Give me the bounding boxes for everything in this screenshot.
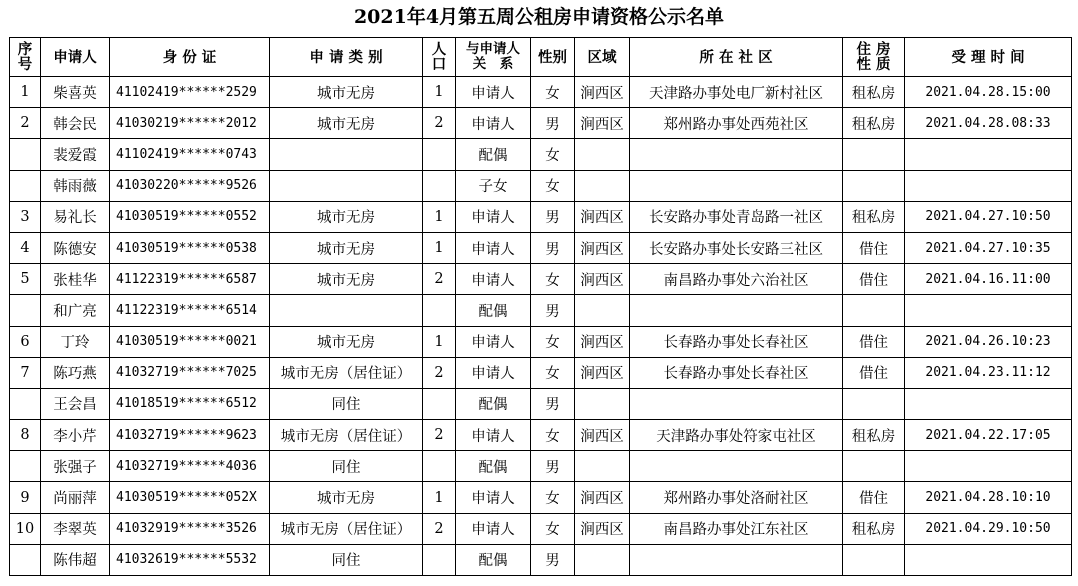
cell-gender: 女	[531, 357, 575, 388]
cell-id: 41032719******4036	[110, 451, 270, 482]
cell-id: 41030519******052X	[110, 482, 270, 513]
cell-gender: 男	[531, 108, 575, 139]
header-time: 受 理 时 间	[905, 38, 1072, 77]
cell-housing: 租私房	[843, 420, 905, 451]
header-seq	[10, 38, 41, 77]
cell-pop	[423, 139, 456, 170]
cell-time: 2021.04.28.15:00	[905, 77, 1072, 108]
cell-district: 涧西区	[575, 482, 630, 513]
cell-community: 长安路办事处青岛路一社区	[630, 201, 843, 232]
cell-rel: 子女	[456, 170, 531, 201]
cell-name: 陈伟超	[41, 544, 110, 575]
cell-district: 涧西区	[575, 77, 630, 108]
cell-rel: 申请人	[456, 108, 531, 139]
cell-housing: 借住	[843, 232, 905, 263]
cell-category: 城市无房	[270, 232, 423, 263]
cell-name: 和广亮	[41, 295, 110, 326]
table-row	[10, 451, 1072, 482]
page-title: 2021年4月第五周公租房申请资格公示名单	[353, 6, 725, 28]
cell-community: 长安路办事处长安路三社区	[630, 232, 843, 263]
cell-housing	[843, 295, 905, 326]
cell-category: 城市无房	[270, 108, 423, 139]
cell-gender: 女	[531, 482, 575, 513]
cell-housing: 借住	[843, 326, 905, 357]
cell-seq: 6	[10, 326, 41, 357]
cell-name: 李翠英	[41, 513, 110, 544]
cell-pop	[423, 451, 456, 482]
cell-name: 王会昌	[41, 388, 110, 419]
cell-seq: 2	[10, 108, 41, 139]
header-seq-line1: 序	[17, 41, 33, 58]
cell-category: 城市无房（居住证）	[270, 513, 423, 544]
cell-category: 城市无房	[270, 482, 423, 513]
cell-housing: 借住	[843, 357, 905, 388]
cell-gender: 女	[531, 513, 575, 544]
cell-pop: 1	[423, 77, 456, 108]
header-relation	[456, 38, 531, 77]
cell-time: 2021.04.26.10:23	[905, 326, 1072, 357]
cell-pop: 1	[423, 482, 456, 513]
table-row	[10, 264, 1072, 295]
cell-district	[575, 139, 630, 170]
table-row	[10, 388, 1072, 419]
header-name: 申请人	[41, 38, 110, 77]
cell-id: 41030519******0538	[110, 232, 270, 263]
cell-community: 郑州路办事处西苑社区	[630, 108, 843, 139]
cell-district	[575, 544, 630, 575]
cell-time: 2021.04.16.11:00	[905, 264, 1072, 295]
cell-community: 长春路办事处长春社区	[630, 357, 843, 388]
cell-id: 41032719******9623	[110, 420, 270, 451]
cell-rel: 申请人	[456, 77, 531, 108]
cell-id: 41030519******0021	[110, 326, 270, 357]
header-pop	[423, 38, 456, 77]
cell-seq: 9	[10, 482, 41, 513]
cell-id: 41032719******7025	[110, 357, 270, 388]
table-row	[10, 513, 1072, 544]
table-row	[10, 232, 1072, 263]
cell-housing	[843, 170, 905, 201]
cell-community	[630, 388, 843, 419]
cell-rel: 申请人	[456, 264, 531, 295]
applicant-table	[9, 37, 1072, 576]
cell-seq: 4	[10, 232, 41, 263]
cell-gender: 男	[531, 451, 575, 482]
header-seq-line2: 号	[17, 56, 33, 73]
cell-gender: 女	[531, 264, 575, 295]
cell-gender: 男	[531, 295, 575, 326]
table-header	[10, 38, 1072, 77]
cell-housing: 租私房	[843, 201, 905, 232]
cell-time: 2021.04.29.10:50	[905, 513, 1072, 544]
cell-name: 李小芹	[41, 420, 110, 451]
cell-id: 41122319******6587	[110, 264, 270, 295]
cell-pop: 1	[423, 326, 456, 357]
cell-pop	[423, 388, 456, 419]
cell-seq: 1	[10, 77, 41, 108]
cell-district: 涧西区	[575, 232, 630, 263]
cell-name: 韩会民	[41, 108, 110, 139]
cell-id: 41122319******6514	[110, 295, 270, 326]
cell-pop	[423, 544, 456, 575]
cell-housing: 借住	[843, 482, 905, 513]
table-row	[10, 139, 1072, 170]
cell-gender: 男	[531, 232, 575, 263]
cell-category	[270, 295, 423, 326]
cell-time	[905, 139, 1072, 170]
header-pop-line2: 口	[431, 56, 447, 73]
cell-seq	[10, 451, 41, 482]
cell-category: 同住	[270, 451, 423, 482]
cell-rel: 申请人	[456, 482, 531, 513]
cell-housing: 租私房	[843, 77, 905, 108]
table-row	[10, 170, 1072, 201]
cell-community	[630, 295, 843, 326]
cell-district	[575, 388, 630, 419]
cell-seq	[10, 170, 41, 201]
cell-id: 41032919******3526	[110, 513, 270, 544]
cell-housing: 借住	[843, 264, 905, 295]
cell-time	[905, 544, 1072, 575]
cell-name: 裴爱霞	[41, 139, 110, 170]
cell-pop	[423, 295, 456, 326]
cell-housing	[843, 388, 905, 419]
header-id: 身 份 证	[110, 38, 270, 77]
cell-time	[905, 295, 1072, 326]
cell-community: 郑州路办事处洛耐社区	[630, 482, 843, 513]
cell-housing: 租私房	[843, 513, 905, 544]
cell-pop: 1	[423, 201, 456, 232]
cell-category: 城市无房	[270, 326, 423, 357]
cell-gender: 女	[531, 139, 575, 170]
cell-id: 41032619******5532	[110, 544, 270, 575]
cell-rel: 配偶	[456, 295, 531, 326]
cell-gender: 女	[531, 326, 575, 357]
cell-rel: 申请人	[456, 420, 531, 451]
cell-district: 涧西区	[575, 420, 630, 451]
table-row	[10, 295, 1072, 326]
cell-category: 城市无房	[270, 201, 423, 232]
cell-id: 41102419******2529	[110, 77, 270, 108]
cell-category: 城市无房（居住证）	[270, 420, 423, 451]
cell-community: 南昌路办事处六治社区	[630, 264, 843, 295]
header-category: 申 请 类 别	[270, 38, 423, 77]
cell-name: 张桂华	[41, 264, 110, 295]
header-rel-line2: 关 系	[472, 56, 514, 72]
cell-pop	[423, 170, 456, 201]
header-housing	[843, 38, 905, 77]
cell-name: 柴喜英	[41, 77, 110, 108]
cell-category	[270, 139, 423, 170]
cell-category: 城市无房（居住证）	[270, 357, 423, 388]
cell-seq	[10, 139, 41, 170]
cell-name: 张强子	[41, 451, 110, 482]
header-housing-line2: 性 质	[856, 56, 891, 73]
cell-rel: 配偶	[456, 139, 531, 170]
cell-seq: 5	[10, 264, 41, 295]
cell-housing	[843, 451, 905, 482]
header-pop-line1: 人	[431, 41, 447, 58]
cell-time: 2021.04.22.17:05	[905, 420, 1072, 451]
cell-gender: 男	[531, 544, 575, 575]
cell-pop: 2	[423, 108, 456, 139]
table-row	[10, 357, 1072, 388]
cell-community	[630, 544, 843, 575]
table-row	[10, 326, 1072, 357]
cell-id: 41030519******0552	[110, 201, 270, 232]
header-district: 区域	[575, 38, 630, 77]
table-row	[10, 420, 1072, 451]
cell-district: 涧西区	[575, 201, 630, 232]
cell-community	[630, 451, 843, 482]
header-gender: 性别	[531, 38, 575, 77]
cell-pop: 2	[423, 513, 456, 544]
cell-category: 同住	[270, 388, 423, 419]
cell-gender: 男	[531, 201, 575, 232]
cell-category	[270, 170, 423, 201]
cell-seq: 8	[10, 420, 41, 451]
cell-community: 天津路办事处符家屯社区	[630, 420, 843, 451]
table-row	[10, 482, 1072, 513]
cell-time: 2021.04.27.10:50	[905, 201, 1072, 232]
cell-community: 南昌路办事处江东社区	[630, 513, 843, 544]
cell-pop: 1	[423, 232, 456, 263]
cell-housing: 租私房	[843, 108, 905, 139]
cell-district	[575, 170, 630, 201]
cell-id: 41102419******0743	[110, 139, 270, 170]
cell-seq: 10	[10, 513, 41, 544]
cell-time	[905, 388, 1072, 419]
cell-community	[630, 139, 843, 170]
cell-seq	[10, 388, 41, 419]
cell-category: 城市无房	[270, 77, 423, 108]
cell-time: 2021.04.27.10:35	[905, 232, 1072, 263]
cell-community: 天津路办事处电厂新村社区	[630, 77, 843, 108]
cell-seq	[10, 295, 41, 326]
cell-time	[905, 451, 1072, 482]
cell-housing	[843, 544, 905, 575]
cell-rel: 申请人	[456, 513, 531, 544]
cell-name: 尚丽萍	[41, 482, 110, 513]
cell-time: 2021.04.28.10:10	[905, 482, 1072, 513]
header-housing-line1: 住 房	[856, 41, 891, 58]
table-row	[10, 201, 1072, 232]
cell-name: 陈德安	[41, 232, 110, 263]
cell-time	[905, 170, 1072, 201]
table-body	[10, 77, 1072, 576]
cell-category: 同住	[270, 544, 423, 575]
cell-district: 涧西区	[575, 326, 630, 357]
cell-district: 涧西区	[575, 357, 630, 388]
cell-id: 41030220******9526	[110, 170, 270, 201]
cell-gender: 女	[531, 170, 575, 201]
cell-rel: 配偶	[456, 544, 531, 575]
cell-community	[630, 170, 843, 201]
cell-rel: 申请人	[456, 232, 531, 263]
cell-name: 韩雨薇	[41, 170, 110, 201]
cell-gender: 女	[531, 420, 575, 451]
cell-rel: 申请人	[456, 201, 531, 232]
cell-rel: 申请人	[456, 357, 531, 388]
cell-category: 城市无房	[270, 264, 423, 295]
cell-district: 涧西区	[575, 108, 630, 139]
cell-name: 陈巧燕	[41, 357, 110, 388]
header-rel-line1: 与申请人	[466, 41, 520, 57]
cell-name: 易礼长	[41, 201, 110, 232]
cell-housing	[843, 139, 905, 170]
cell-id: 41030219******2012	[110, 108, 270, 139]
cell-seq	[10, 544, 41, 575]
table-row	[10, 544, 1072, 575]
table-row	[10, 77, 1072, 108]
cell-id: 41018519******6512	[110, 388, 270, 419]
cell-seq: 7	[10, 357, 41, 388]
cell-district	[575, 451, 630, 482]
cell-time: 2021.04.23.11:12	[905, 357, 1072, 388]
cell-district: 涧西区	[575, 264, 630, 295]
cell-district: 涧西区	[575, 513, 630, 544]
cell-gender: 男	[531, 388, 575, 419]
cell-rel: 配偶	[456, 451, 531, 482]
cell-pop: 2	[423, 420, 456, 451]
cell-pop: 2	[423, 264, 456, 295]
cell-rel: 配偶	[456, 388, 531, 419]
table-row	[10, 108, 1072, 139]
cell-gender: 女	[531, 77, 575, 108]
cell-district	[575, 295, 630, 326]
cell-seq: 3	[10, 201, 41, 232]
cell-rel: 申请人	[456, 326, 531, 357]
cell-community: 长春路办事处长春社区	[630, 326, 843, 357]
cell-time: 2021.04.28.08:33	[905, 108, 1072, 139]
cell-name: 丁玲	[41, 326, 110, 357]
cell-pop: 2	[423, 357, 456, 388]
header-community: 所 在 社 区	[630, 38, 843, 77]
